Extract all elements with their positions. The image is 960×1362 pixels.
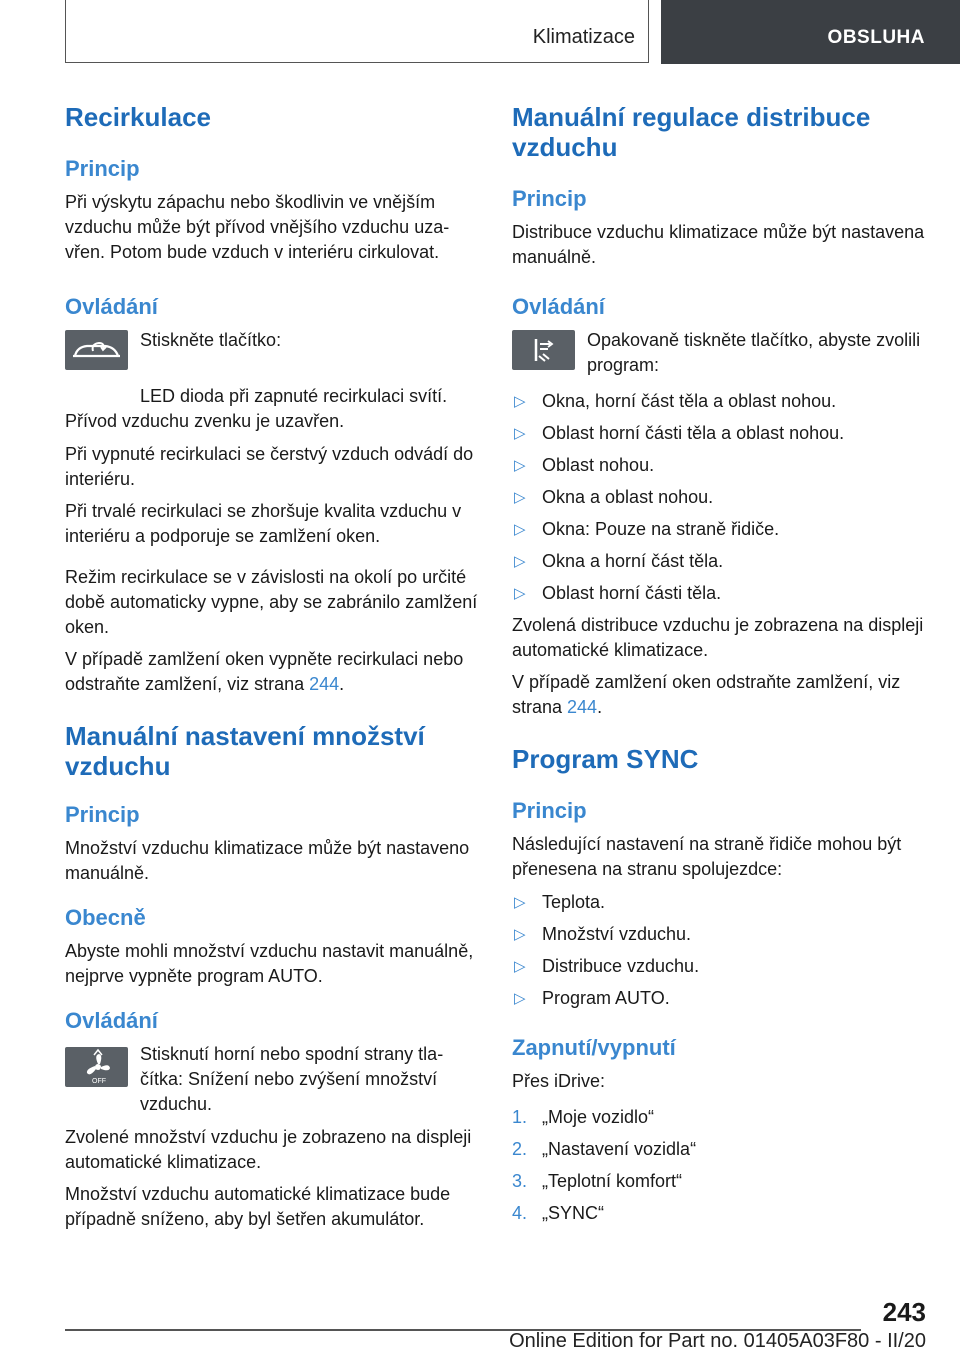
list-item: ▷ Okna, horní část těla a oblast nohou. xyxy=(512,389,932,414)
left-column xyxy=(65,100,480,1232)
recirculation-heading: Recirkulace xyxy=(65,102,211,132)
triangle-bullet-icon: ▷ xyxy=(514,489,526,506)
air-amount-principle-heading: Princip xyxy=(65,802,140,827)
recirculation-off-text: Při vypnuté recirkulaci se čerstvý vzduch odvádí do interiéru. xyxy=(65,444,474,489)
triangle-bullet-icon: ▷ xyxy=(514,425,526,442)
triangle-bullet-icon: ▷ xyxy=(514,393,526,410)
air-distribution-program-list xyxy=(512,389,932,606)
air-distribution-principle-text: Distribuce vzduchu klimatizace může být nastavena manuálně. xyxy=(512,222,925,267)
air-amount-display-text: Zvolené množství vzduchu je zobrazeno na displeji automatické klimatizace. xyxy=(65,1127,472,1172)
list-item: ▷ Program AUTO. xyxy=(512,986,932,1011)
air-amount-general-text: Abyste mohli množství vzduchu nastavit manuálně, nejprve vypněte program AUTO. xyxy=(65,941,474,986)
triangle-bullet-icon: ▷ xyxy=(514,585,526,602)
air-distribution-button-icon xyxy=(512,330,575,370)
air-amount-heading: Manuální nastavení množství vzduchu xyxy=(65,721,425,781)
triangle-bullet-icon: ▷ xyxy=(514,958,526,975)
recirculation-permanent-text: Při trvalé recirkulaci se zhoršuje kvalita vzduchu v interiéru a podporuje se zamlžení oken. xyxy=(65,501,462,546)
sync-principle-text: Následující nastavení na straně řidiče mohou být přenesena na stranu spolujezdce: xyxy=(512,834,902,879)
chapter-title: OBSLUHA xyxy=(827,27,925,48)
triangle-bullet-icon: ▷ xyxy=(514,926,526,943)
list-item: 2. „Nastavení vozidla“ xyxy=(512,1137,932,1162)
step-number: 3. xyxy=(512,1171,528,1191)
sync-settings-list xyxy=(512,890,932,1011)
list-item: ▷ Teplota. xyxy=(512,890,932,915)
air-distribution-fog-text-end: . xyxy=(597,697,603,717)
triangle-bullet-icon: ▷ xyxy=(514,553,526,570)
list-item: ▷ Množství vzduchu. xyxy=(512,922,932,947)
recirculation-button-row xyxy=(65,328,480,378)
triangle-bullet-icon: ▷ xyxy=(514,457,526,474)
triangle-bullet-icon: ▷ xyxy=(514,894,526,911)
list-item: ▷ Oblast nohou. xyxy=(512,453,932,478)
list-item: ▷ Oblast horní části těla a oblast nohou. xyxy=(512,421,932,446)
step-number: 2. xyxy=(512,1139,528,1159)
recirculation-controls-heading: Ovládání xyxy=(65,294,158,319)
recirculation-auto-off-text: Režim recirkulace se v závislosti na okolí po určité době automaticky vypne, aby se zabránilo zamlžení oken. xyxy=(65,567,478,637)
list-item: ▷ Distribuce vzduchu. xyxy=(512,954,932,979)
recirculation-button-instruction: Stiskněte tlačítko: xyxy=(140,330,282,350)
list-item: 4. „SYNC“ xyxy=(512,1201,932,1226)
air-distribution-button-instruction: Opakovaně tiskněte tlačítko, abyste zvolili program: xyxy=(587,330,921,375)
recirculation-button-icon xyxy=(65,330,128,370)
recirculation-led-text: LED dioda při zapnuté recirkulaci svítí. Přívod vzduchu zvenku je uzavřen. xyxy=(65,386,448,431)
list-item: ▷ Okna: Pouze na straně řidiče. xyxy=(512,517,932,542)
list-item: ▷ Oblast horní části těla. xyxy=(512,581,932,606)
air-amount-button-instruction: Stisknutí horní nebo spodní strany tlačítka: Snížení nebo zvýšení množství vzduchu. xyxy=(140,1044,444,1114)
sync-steps-list xyxy=(512,1105,932,1226)
triangle-bullet-icon: ▷ xyxy=(514,990,526,1007)
air-amount-button-row xyxy=(65,1042,480,1117)
page-link-244[interactable]: 244 xyxy=(567,697,598,717)
air-distribution-fog-text-a: V případě zamlžení oken odstraňte zamlžení, viz strana xyxy=(512,672,901,717)
fan-off-button-icon xyxy=(65,1047,128,1087)
recirculation-principle-heading: Princip xyxy=(65,156,140,181)
list-item: 3. „Teplotní komfort“ xyxy=(512,1169,932,1194)
air-amount-controls-heading: Ovládání xyxy=(65,1008,158,1033)
step-number: 1. xyxy=(512,1107,528,1127)
sync-onoff-heading: Zapnutí/vypnutí xyxy=(512,1035,676,1060)
air-amount-principle-text: Množství vzduchu klimatizace může být nastaveno manuálně. xyxy=(65,838,470,883)
air-distribution-button-row xyxy=(512,328,932,383)
triangle-bullet-icon: ▷ xyxy=(514,521,526,538)
page-number: 243 xyxy=(882,1297,926,1327)
air-amount-battery-text: Množství vzduchu automatické klimatizace bude případně sníženo, aby byl šetřen akumulátor. xyxy=(65,1184,451,1229)
list-item: ▷ Okna a horní část těla. xyxy=(512,549,932,574)
sync-onoff-text: Přes iDrive: xyxy=(512,1071,606,1091)
list-item: 1. „Moje vozidlo“ xyxy=(512,1105,932,1130)
sync-program-heading: Program SYNC xyxy=(512,744,699,774)
air-distribution-principle-heading: Princip xyxy=(512,186,587,211)
step-number: 4. xyxy=(512,1203,528,1223)
footer-edition: Online Edition for Part no. 01405A03F80 - II/20 xyxy=(509,1330,926,1352)
air-distribution-display-text: Zvolená distribuce vzduchu je zobrazena na displeji automatické klimatizace. xyxy=(512,615,924,660)
recirculation-principle-text: Při výskytu zápachu nebo škodlivin ve vnějším vzduchu může být přívod vnějšího vzduchu uzavřen. Potom bude vzduch v interiéru cirkulovat. xyxy=(65,192,450,262)
svg-text:OFF: OFF xyxy=(92,1078,106,1085)
recirculation-fog-text xyxy=(65,647,480,697)
page-link-244[interactable]: 244 xyxy=(309,674,340,694)
air-amount-general-heading: Obecně xyxy=(65,905,146,930)
sync-principle-heading: Princip xyxy=(512,798,587,823)
air-distribution-fog-text xyxy=(512,670,932,720)
list-item: ▷ Okna a oblast nohou. xyxy=(512,485,932,510)
right-column xyxy=(512,100,932,1233)
air-distribution-controls-heading: Ovládání xyxy=(512,294,605,319)
recirculation-fog-text-a: V případě zamlžení oken vypněte recirkulaci nebo odstraňte zamlžení, viz strana xyxy=(65,649,464,694)
section-title: Klimatizace xyxy=(532,26,635,48)
recirculation-fog-text-end: . xyxy=(339,674,345,694)
air-distribution-heading: Manuální regulace distribuce vzduchu xyxy=(512,102,871,162)
